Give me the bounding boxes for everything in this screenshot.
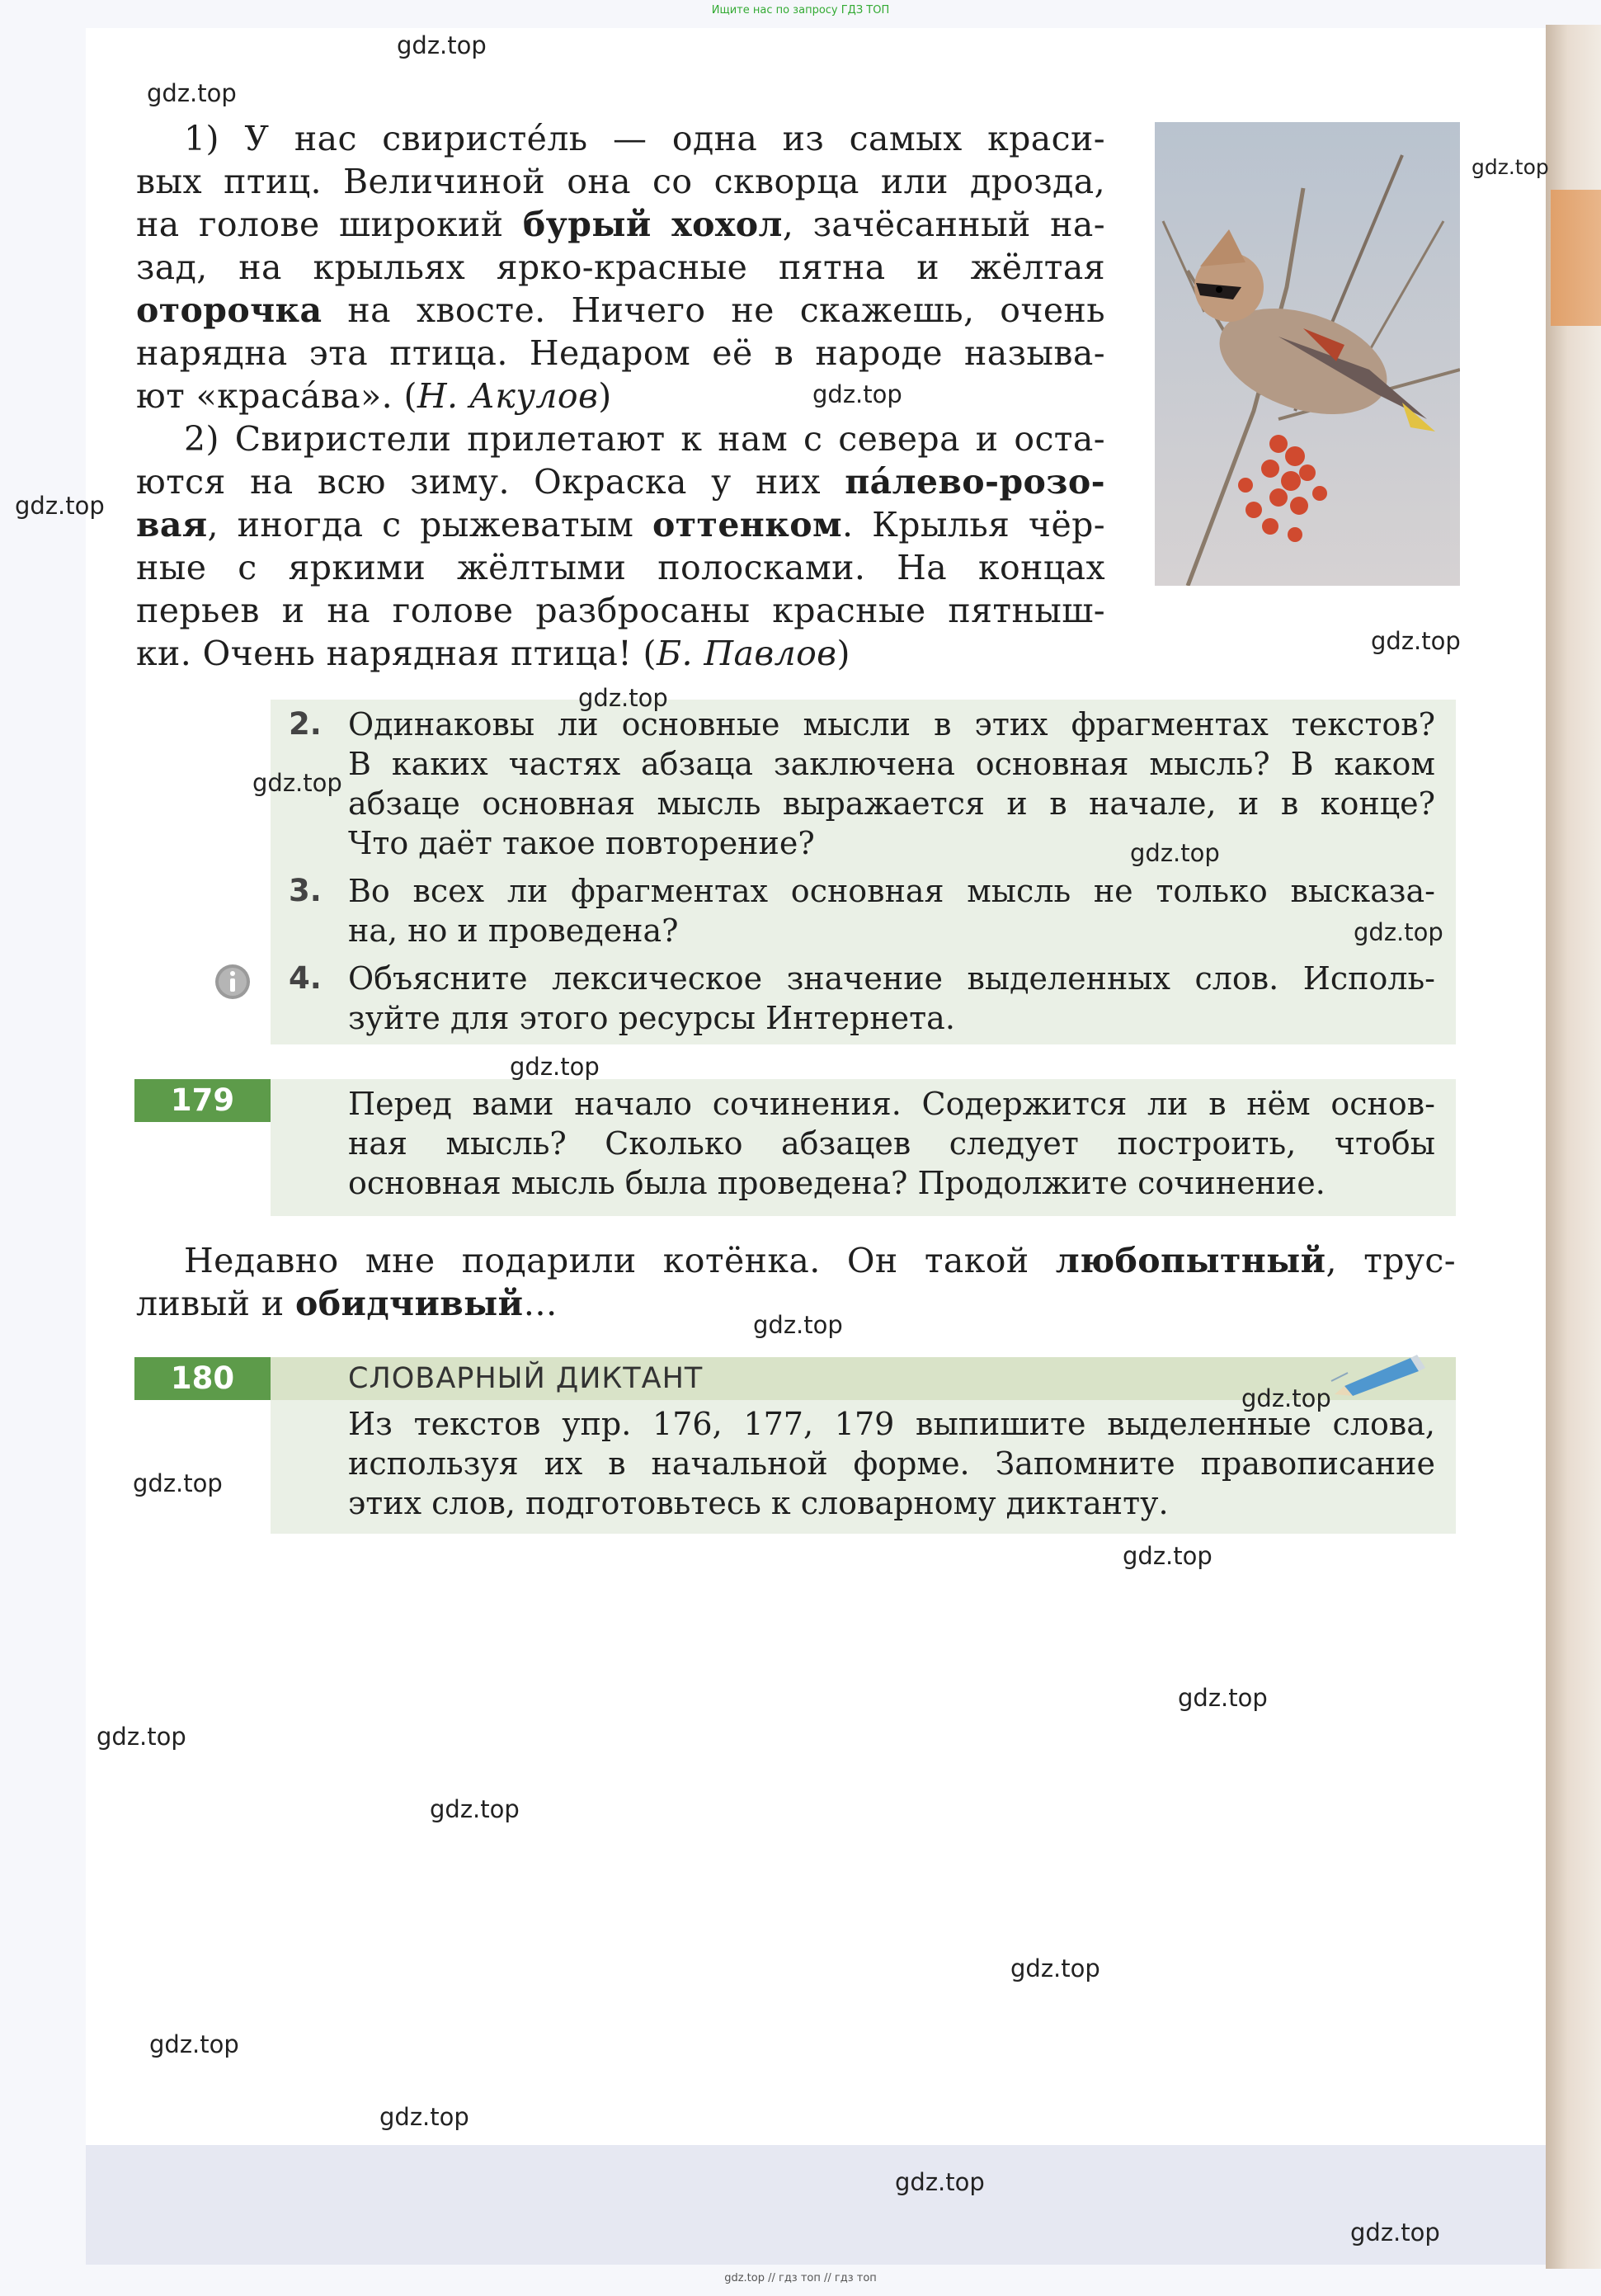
p1-line-4: зад, на крыльях ярко-красные пятна и жёлтая [136,248,1105,287]
watermark[interactable]: gdz.top [430,1795,520,1823]
q2-line-2: В каких частях абзаца заключена основная мысль? В каком [348,746,1435,782]
question-2-number: 2. [289,706,322,742]
ex180-line-3: этих слов, подготовьтесь к словарному диктанту. [348,1485,1169,1521]
watermark[interactable]: gdz.top [1371,627,1461,655]
term-palevo-rozovaya-1: па́лево-розо- [845,462,1105,502]
dictation-title: СЛОВАРНЫЙ ДИКТАНТ [348,1362,704,1395]
p2-line-4: ные с яркими жёлтыми полосками. На концах [136,548,1105,587]
author-akulov: Н. Акулов [417,376,599,416]
paragraph-2 [136,417,1105,675]
q2-line-1: Одинаковы ли основные мысли в этих фрагментах текстов? [348,706,1435,743]
p1-line-6: нарядна эта птица. Недаром её в народе называ- [136,333,1105,373]
watermark[interactable]: gdz.top [895,2168,985,2196]
watermark[interactable]: gdz.top [1010,1954,1100,1982]
watermark[interactable]: gdz.top [1354,918,1443,946]
term-bury-hohol: бурый хохол [522,205,783,244]
ex179-line-3: основная мысль была проведена? Продолжите сочинение. [348,1165,1326,1201]
exercise-180-number: 180 [134,1357,271,1400]
term-palevo-rozovaya-2: вая [136,505,208,545]
question-4-number: 4. [289,960,322,996]
term-lyubopytny: любопытный [1055,1241,1326,1280]
watermark[interactable]: gdz.top [15,492,105,520]
q3-line-2: на, но и проведена? [348,912,679,949]
paragraph-1 [136,117,1105,417]
bottom-banner[interactable]: gdz.top // гдз топ // гдз топ [724,2272,877,2284]
question-2 [289,705,1435,863]
waxwing-bird-photo [1155,122,1460,586]
author-pavlov: Б. Павлов [656,634,837,673]
p1-line-5: оторочка на хвосте. Ничего не скажешь, очень [136,290,1105,330]
watermark[interactable]: gdz.top [149,2030,239,2058]
watermark[interactable]: gdz.top [97,1723,186,1751]
watermark[interactable]: gdz.top [1350,2218,1440,2246]
watermark[interactable]: gdz.top [252,769,342,797]
watermark[interactable]: gdz.top [133,1469,223,1497]
composition-line-2: ливый и обидчивый… [136,1284,558,1323]
watermark[interactable]: gdz.top [753,1311,843,1339]
section-tab [1551,190,1601,326]
question-4 [289,959,1435,1038]
watermark[interactable]: gdz.top [1241,1384,1331,1412]
p1-line-1: 1) У нас свиристе́ль — одна из самых краси- [184,119,1105,158]
p2-line-5: перьев и на голове разбросаны красные пятныш- [136,591,1105,630]
exercise-179-number: 179 [134,1079,271,1122]
p1-line-3: на голове широкий бурый хохол, зачёсанный на- [136,205,1106,244]
p2-line-1: 2) Свиристели прилетают к нам с севера и оста- [184,419,1105,459]
watermark[interactable]: gdz.top [379,2103,469,2131]
q4-line-1: Объясните лексическое значение выделенных слов. Исполь- [348,960,1435,997]
pencil-icon [1328,1346,1427,1396]
watermark[interactable]: gdz.top [812,380,902,408]
watermark[interactable]: gdz.top [397,31,487,59]
watermark[interactable]: gdz.top [1472,155,1549,179]
p2-line-2: ются на всю зиму. Окраска у них па́лево-розо- [136,462,1105,502]
watermark[interactable]: gdz.top [1178,1684,1268,1712]
watermark[interactable]: gdz.top [147,79,237,107]
term-obidchivy: обидчивый [295,1284,524,1323]
exercise-179-task [348,1084,1435,1203]
book-spine [1546,25,1601,2269]
info-icon[interactable] [214,964,251,1000]
q2-line-4: Что даёт такое повторение? [348,825,815,861]
top-banner[interactable]: Ищите нас по запросу ГДЗ ТОП [711,4,890,17]
exercise-180-task [348,1404,1435,1523]
term-ottenok: оттенком [652,505,842,545]
p2-line-6: ки. Очень нарядная птица! (Б. Павлов) [136,634,850,673]
term-orotochka: оторочка [136,290,323,330]
ex180-line-2: используя их в начальной форме. Запомните правописание [348,1445,1435,1482]
q3-line-1: Во всех ли фрагментах основная мысль не только высказа- [348,873,1435,909]
q2-line-3: абзаце основная мысль выражается и в начале, и в конце? [348,785,1435,822]
ex179-line-2: ная мысль? Сколько абзацев следует построить, чтобы [348,1125,1435,1162]
p1-line-2: вых птиц. Величиной она со скворца или дрозда, [136,162,1105,201]
watermark[interactable]: gdz.top [578,684,668,712]
composition-line-1: Недавно мне подарили котёнка. Он такой любопытный, трус- [184,1241,1456,1280]
watermark[interactable]: gdz.top [1130,839,1220,867]
p2-line-3: вая, иногда с рыжеватым оттенком. Крылья чёр- [136,505,1106,545]
q4-line-2: зуйте для этого ресурсы Интернета. [348,1000,955,1036]
watermark[interactable]: gdz.top [510,1053,600,1081]
ex180-line-1: Из текстов упр. 176, 177, 179 выпишите выделенные слова, [348,1406,1435,1442]
question-3-number: 3. [289,873,322,908]
ex179-line-1: Перед вами начало сочинения. Содержится ли в нём основ- [348,1086,1435,1122]
watermark[interactable]: gdz.top [1123,1542,1213,1570]
page-bottom-band [86,2145,1546,2265]
p1-line-7: ют «краса́ва». (Н. Акулов) [136,376,612,416]
question-3 [289,871,1435,950]
